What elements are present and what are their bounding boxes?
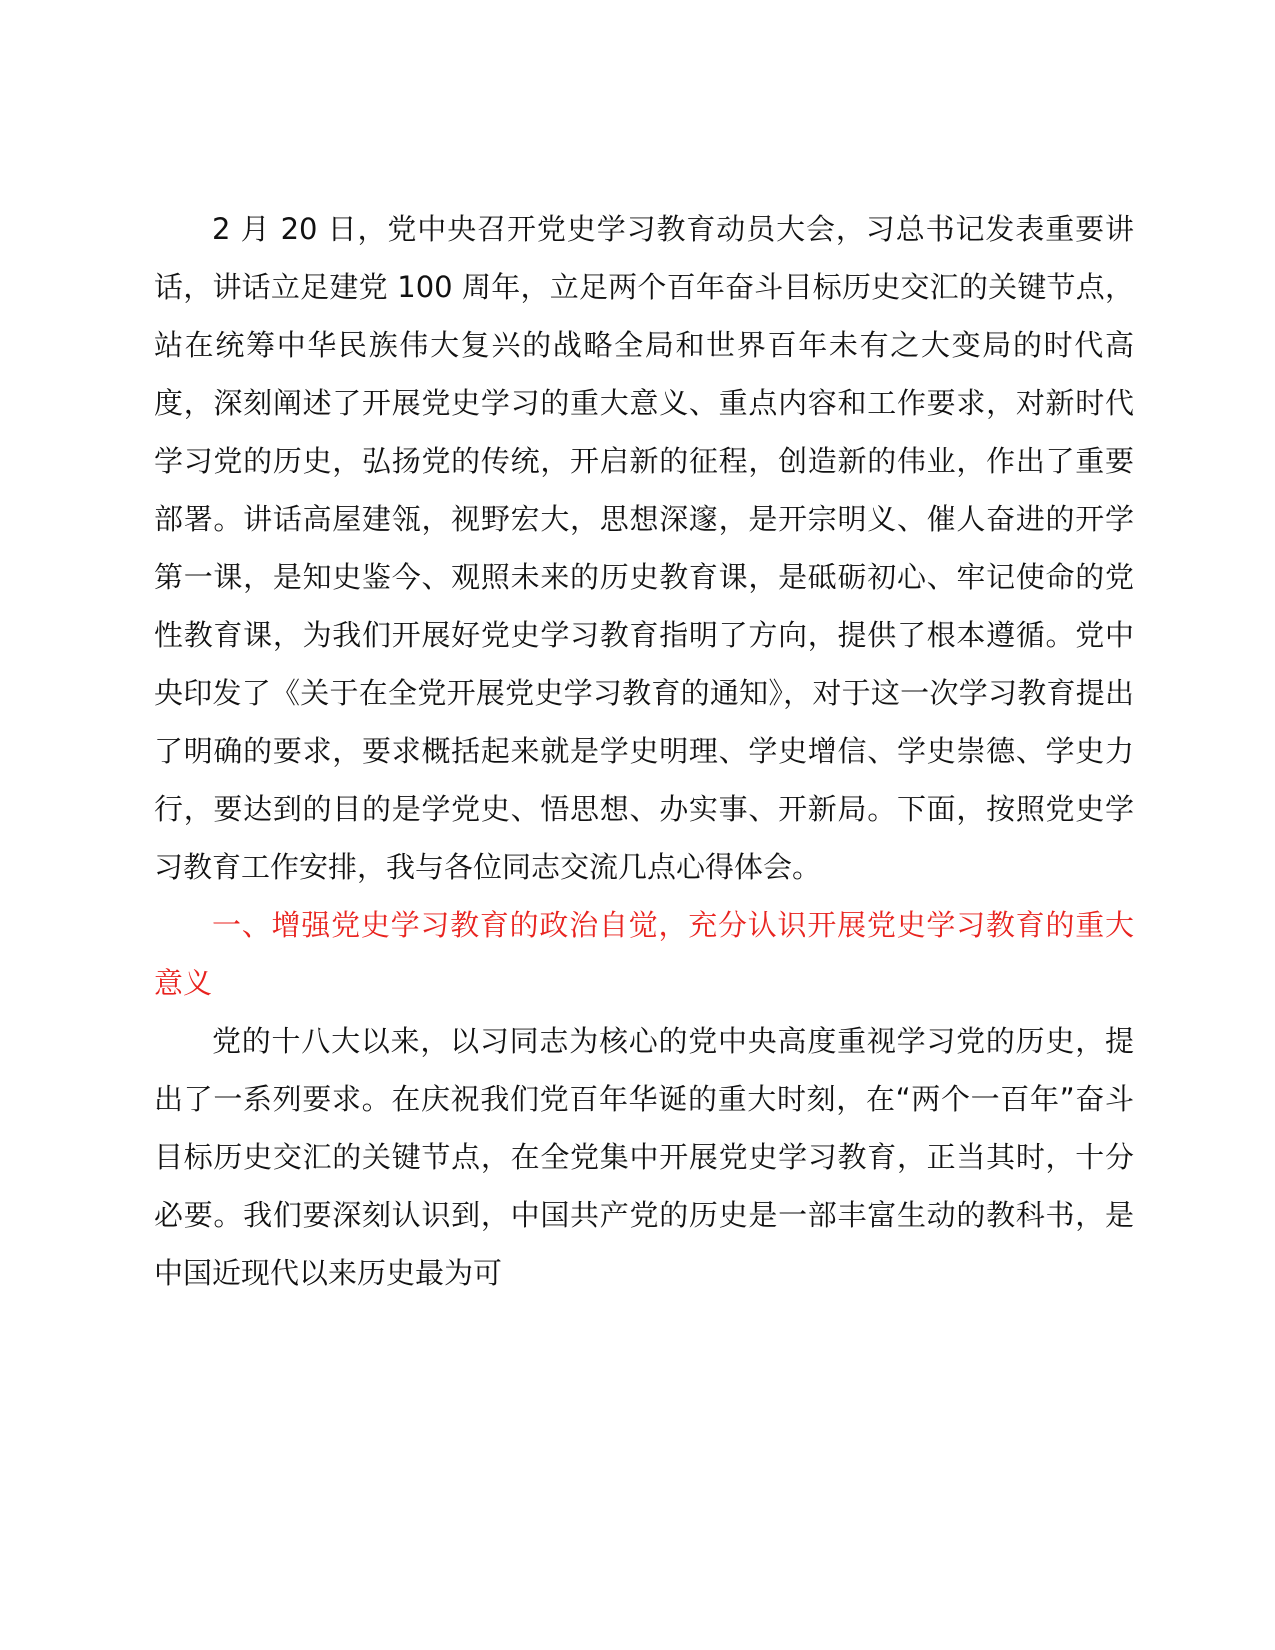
section-heading: 一、增强党史学习教育的政治自觉，充分认识开展党史学习教育的重大意义 (154, 908, 1134, 1000)
section-paragraph: 党的十八大以来，以习同志为核心的党中央高度重视学习党的历史，提出了一系列要求。在庆祝我们党百年华诞的重大时刻，在“两个一百年”奋斗目标历史交汇的关键节点，在全党集中开展党史学习教育，正当其时，十分必要。我们要深刻认识到，中国共产党的历史是一部丰富生动的教科书，是中国近现代以来历史最为可 (154, 1024, 1134, 1290)
document-body (154, 200, 1134, 1302)
intro-paragraph: 2 月 20 日，党中央召开党史学习教育动员大会，习总书记发表重要讲话，讲话立足建党 100 周年，立足两个百年奋斗目标历史交汇的关键节点，站在统筹中华民族伟大复兴的战略全局和世界百年未有之大变局的时代高度，深刻阐述了开展党史学习的重大意义、重点内容和工作要求，对新时代学习党的历史，弘扬党的传统，开启新的征程，创造新的伟业，作出了重要部署。讲话高屋建瓴，视野宏大，思想深邃，是开宗明义、催人奋进的开学第一课，是知史鉴今、观照未来的历史教育课，是砥砺初心、牢记使命的党性教育课，为我们开展好党史学习教育指明了方向，提供了根本遵循。党中央印发了《关于在全党开展党史学习教育的通知》，对于这一次学习教育提出了明确的要求，要求概括起来就是学史明理、学史增信、学史崇德、学史力行，要达到的目的是学党史、悟思想、办实事、开新局。下面，按照党史学习教育工作安排，我与各位同志交流几点心得体会。 (154, 212, 1134, 884)
